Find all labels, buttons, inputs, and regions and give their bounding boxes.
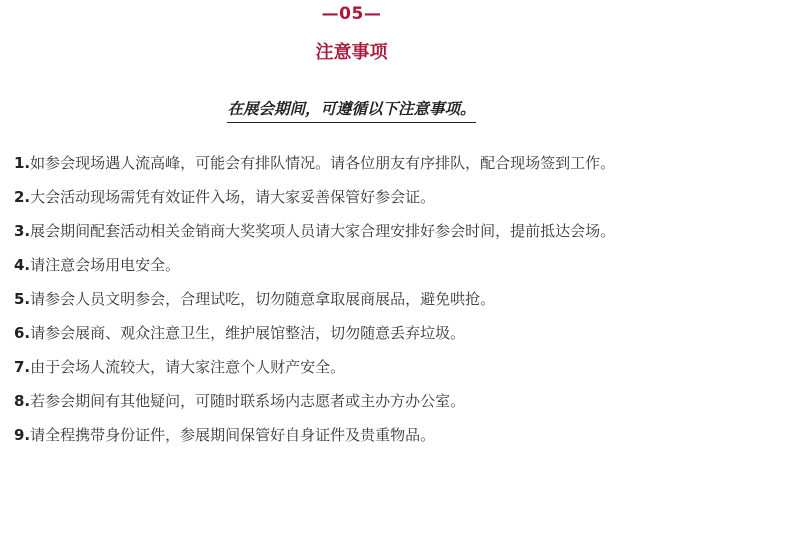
note-number: 6.	[14, 324, 31, 342]
notes-list	[14, 146, 704, 452]
note-text: 请参会展商、观众注意卫生，维护展馆整洁，切勿随意丢弃垃圾。	[30, 324, 466, 342]
note-item-5	[14, 282, 704, 316]
note-number: 8.	[14, 392, 31, 410]
note-number: 2.	[14, 188, 31, 206]
note-text: 若参会期间有其他疑问，可随时联系场内志愿者或主办方办公室。	[30, 392, 466, 410]
note-item-8	[14, 384, 704, 418]
note-text: 由于会场人流较大，请大家注意个人财产安全。	[30, 358, 346, 376]
subtitle: 在展会期间，可遵循以下注意事项。	[227, 97, 475, 123]
note-number: 9.	[14, 426, 31, 444]
note-item-2	[14, 180, 704, 214]
note-text: 请全程携带身份证件，参展期间保管好自身证件及贵重物品。	[30, 426, 436, 444]
note-number: 4.	[14, 256, 31, 274]
subtitle-container	[0, 97, 703, 123]
note-text: 如参会现场遇人流高峰，可能会有排队情况。请各位朋友有序排队，配合现场签到工作。	[30, 154, 616, 172]
note-text: 请注意会场用电安全。	[30, 256, 181, 274]
note-number: 3.	[14, 222, 31, 240]
note-item-9	[14, 418, 704, 452]
note-text: 展会期间配套活动相关金销商大奖奖项人员请大家合理安排好参会时间，提前抵达会场。	[30, 222, 616, 240]
note-item-6	[14, 316, 704, 350]
note-item-3	[14, 214, 704, 248]
note-number: 1.	[14, 154, 31, 172]
note-item-4	[14, 248, 704, 282]
note-text: 大会活动现场需凭有效证件入场，请大家妥善保管好参会证。	[30, 188, 436, 206]
note-text: 请参会人员文明参会，合理试吃，切勿随意拿取展商展品，避免哄抢。	[30, 290, 496, 308]
note-item-7	[14, 350, 704, 384]
section-title: 注意事项	[315, 42, 388, 63]
section-number: —05—	[321, 4, 382, 24]
note-number: 5.	[14, 290, 31, 308]
note-number: 7.	[14, 358, 31, 376]
note-item-1	[14, 146, 704, 180]
